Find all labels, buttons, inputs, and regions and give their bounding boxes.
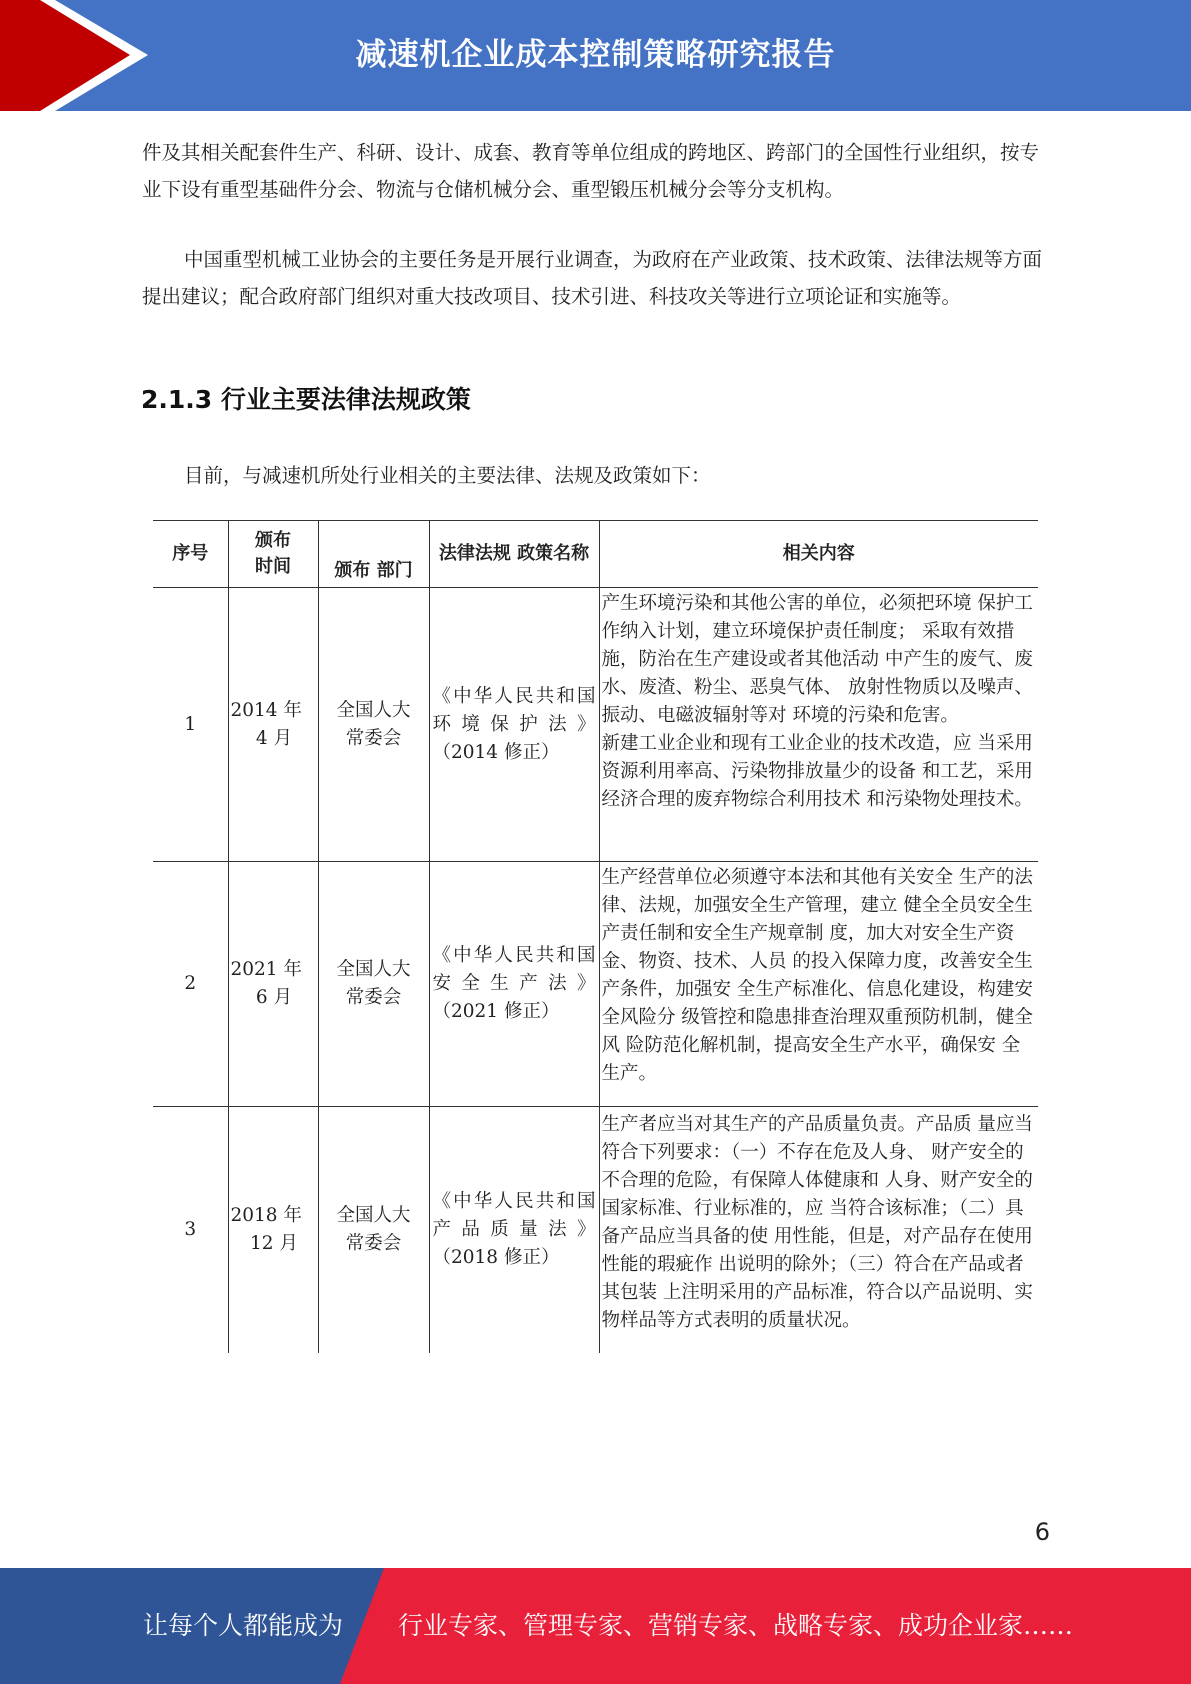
row-content — [599, 1107, 1038, 1353]
row-date — [228, 588, 318, 862]
row-content — [599, 862, 1038, 1107]
table-row — [153, 588, 1038, 862]
row-date-month: 4 月 — [255, 727, 293, 749]
row-date-year: 2021 年 — [230, 959, 302, 980]
row-content-part1: 产生环境污染和其他公害的单位，必须把环境 保护工作纳入计划，建立环境保护责任制度； 采取有效措施，防治在生产建设或者其他活动 中产生的废气、废水、废渣、粉尘、恶臭气体、 放射性物质以及噪声、振动、电磁波辐射等对 环境的污染和危害。 — [601, 593, 1033, 726]
row-dept: 全国人大常委会 — [318, 588, 429, 862]
row-date — [228, 1107, 318, 1353]
header-dept: 颁布 部门 — [318, 521, 429, 588]
row-no: 1 — [153, 588, 228, 862]
row-date-month: 12 月 — [250, 1232, 298, 1254]
report-title: 减速机企业成本控制策略研究报告 — [355, 36, 836, 73]
header-date: 颁布时间 — [228, 521, 318, 588]
table-header-row — [153, 521, 1038, 588]
header-content: 相关内容 — [599, 521, 1038, 588]
row-law: 《中华人民共和国环境保护法》（2014 修正） — [429, 588, 599, 862]
paragraph-association-structure: 件及其相关配套件生产、科研、设计、成套、教育等单位组成的跨地区、跨部门的全国性行业组织，按专业下设有重型基础件分会、物流与仓储机械分会、重型锻压机械分会等分支机构。 — [142, 141, 1040, 201]
row-content-part1: 生产者应当对其生产的产品质量负责。产品质 量应当符合下列要求：（一）不存在危及人身、 财产安全的不合理的危险，有保障人体健康和 人身、财产安全的国家标准、行业标准的，应 当符合该标准；（二）具备产品应当具备的使 用性能，但是，对产品存在使用性能的瑕疵作 出说明的除外；（三）符合在产品或者其包装 上注明采用的产品标准，符合以产品说明、实 物样品等方式表明的质量状况。 — [601, 1114, 1033, 1331]
row-dept: 全国人大常委会 — [318, 862, 429, 1107]
page-number: 6 — [1034, 1518, 1050, 1546]
table-row — [153, 1107, 1038, 1353]
row-law: 《中华人民共和国产品质量法》（2018 修正） — [429, 1107, 599, 1353]
table-row — [153, 862, 1038, 1107]
page-footer — [0, 1568, 1191, 1684]
row-content-part2: 新建工业企业和现有工业企业的技术改造，应 当采用资源利用率高、污染物排放量少的设备 和工艺，采用经济合理的废弃物综合利用技术 和污染物处理技术。 — [601, 733, 1033, 810]
paragraph-table-intro: 目前，与减速机所处行业相关的主要法律、法规及政策如下： — [184, 464, 711, 487]
row-date-year: 2018 年 — [230, 1204, 302, 1226]
row-date — [228, 862, 318, 1107]
row-law: 《中华人民共和国安全生产法》（2021 修正） — [429, 862, 599, 1107]
header-law: 法律法规 政策名称 — [429, 521, 599, 588]
header-no: 序号 — [153, 521, 228, 588]
row-dept: 全国人大常委会 — [318, 1107, 429, 1353]
row-date-year: 2014 年 — [230, 699, 302, 721]
footer-slogan-right: 行业专家、管理专家、营销专家、战略专家、成功企业家…… — [398, 1611, 1074, 1640]
paragraph-association-tasks: 中国重型机械工业协会的主要任务是开展行业调查，为政府在产业政策、技术政策、法律法规等方面提出建议；配合政府部门组织对重大技改项目、技术引进、科技攻关等进行立项论证和实施等。 — [142, 248, 1043, 308]
row-no: 2 — [153, 862, 228, 1107]
row-content — [599, 588, 1038, 862]
row-no: 3 — [153, 1107, 228, 1353]
row-content-part1: 生产经营单位必须遵守本法和其他有关安全 生产的法律、法规，加强安全生产管理，建立 健全全员安全生产责任制和安全生产规章制 度，加大对安全生产资金、物资、技术、人员 的投入保障力度，改善安全生产条件，加强安 全生产标准化、信息化建设，构建安全风险分 级管控和隐患排查治理双重预防机制，健全风 险防范化解机制，提高安全生产水平，确保安 全生产。 — [601, 867, 1033, 1084]
section-heading: 2.1.3 行业主要法律法规政策 — [141, 385, 471, 414]
row-date-month: 6 月 — [255, 987, 293, 1008]
laws-table — [153, 520, 1038, 1353]
laws-table-container — [153, 520, 1038, 1353]
footer-slogan-left: 让每个人都能成为 — [143, 1611, 344, 1640]
page-header — [0, 0, 1191, 111]
